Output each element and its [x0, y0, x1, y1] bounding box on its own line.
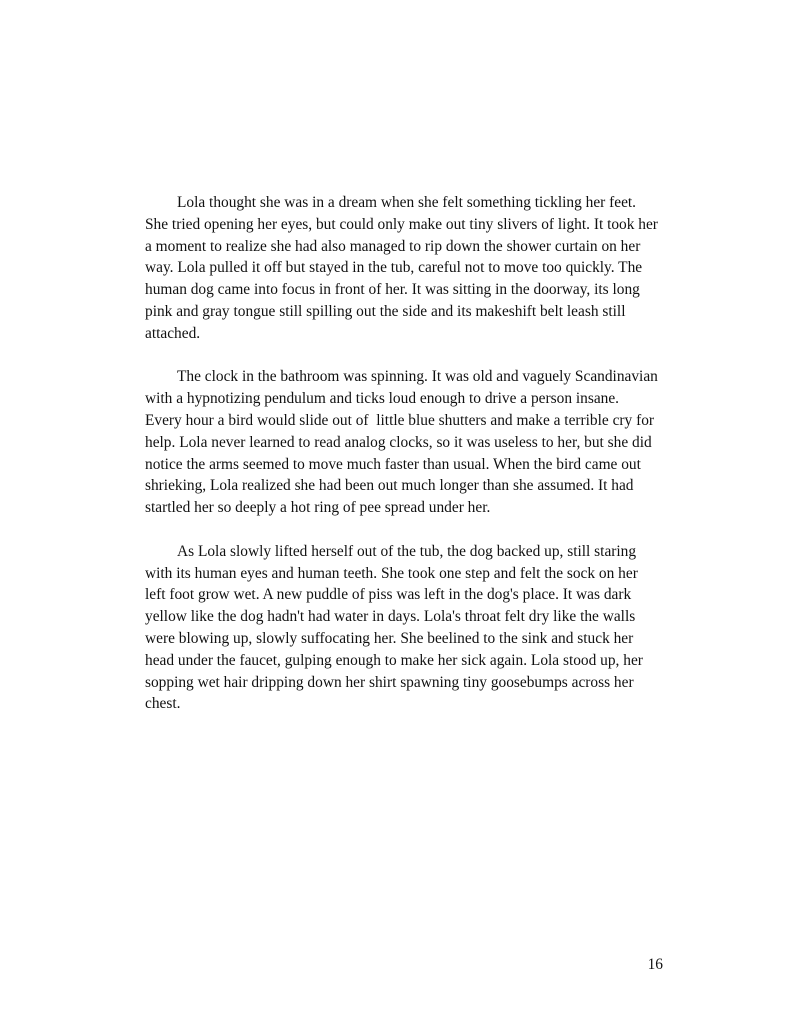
paragraph-2 [145, 366, 675, 519]
text-line: human dog came into focus in front of her. It was sitting in the doorway, its long [145, 281, 640, 299]
text-line: attached. [145, 324, 201, 342]
text-line: notice the arms seemed to move much faster than usual. When the bird came out [145, 455, 641, 473]
text-line: startled her so deeply a hot ring of pee spread under her. [145, 499, 491, 517]
text-line: pink and gray tongue still spilling out the side and its makeshift belt leash still [145, 302, 626, 320]
page-number: 16 [647, 956, 663, 973]
text-line: sopping wet hair dripping down her shirt spawning tiny goosebumps across her [145, 673, 634, 691]
text-line: shrieking, Lola realized she had been out much longer than she assumed. It had [145, 477, 634, 495]
text-line: help. Lola never learned to read analog clocks, so it was useless to her, but she did [145, 433, 652, 451]
text-line: with its human eyes and human teeth. She took one step and felt the sock on her [145, 564, 638, 582]
text-line: Every hour a bird would slide out of little blue shutters and make a terrible cry for [145, 411, 655, 429]
body-text [145, 192, 675, 737]
paragraph-3 [145, 541, 675, 715]
text-line: As Lola slowly lifted herself out of the tub, the dog backed up, still staring [177, 542, 637, 560]
text-line: way. Lola pulled it off but stayed in the tub, careful not to move too quickly. The [145, 259, 643, 277]
text-line: yellow like the dog hadn't had water in days. Lola's throat felt dry like the walls [145, 608, 636, 626]
text-line: The clock in the bathroom was spinning. It was old and vaguely Scandinavian [177, 368, 658, 386]
text-line: She tried opening her eyes, but could only make out tiny slivers of light. It took her [145, 215, 658, 233]
text-line: chest. [145, 695, 181, 713]
text-line: Lola thought she was in a dream when she felt something tickling her feet. [177, 194, 637, 211]
text-line: head under the faucet, gulping enough to make her sick again. Lola stood up, her [145, 651, 643, 669]
text-line: with a hypnotizing pendulum and ticks loud enough to drive a person insane. [145, 390, 620, 408]
text-line: a moment to realize she had also managed to rip down the shower curtain on her [145, 237, 641, 255]
paragraph-1 [145, 192, 675, 345]
text-line: left foot grow wet. A new puddle of piss was left in the dog's place. It was dark [145, 586, 632, 604]
text-line: were blowing up, slowly suffocating her. She beelined to the sink and stuck her [145, 629, 634, 647]
